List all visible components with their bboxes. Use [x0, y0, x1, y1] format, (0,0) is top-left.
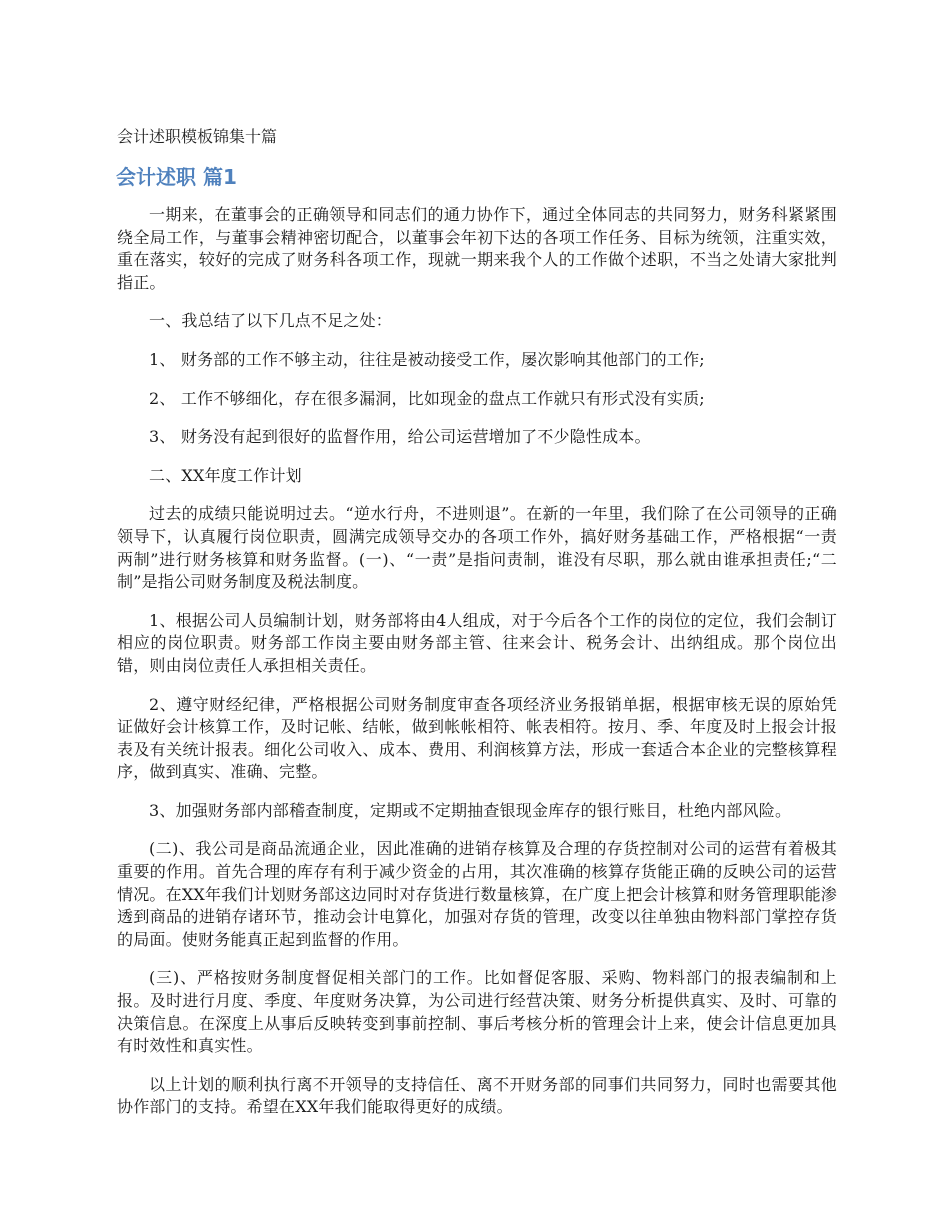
paragraph-supervision: (三)、严格按财务制度督促相关部门的工作。比如督促客服、采购、物料部门的报表编制和上报。及时进行月度、季度、年度财务决算，为公司进行经营决策、财务分析提供真实、及时、可靠的决策信息。在深度上从事后反映转变到事前控制、事后考核分析的管理会计上来，使会计信息更加具有时效性和真实性。 [117, 968, 837, 1056]
section-heading: 会计述职 篇1 [116, 165, 237, 189]
document-title: 会计述职模板锦集十篇 [117, 127, 278, 146]
list-item: 1、 财务部的工作不够主动，往往是被动接受工作，屡次影响其他部门的工作; [149, 349, 705, 369]
paragraph-plan-heading: 二、XX年度工作计划 [149, 465, 302, 485]
paragraph-inventory: (二)、我公司是商品流通企业，因此准确的进销存核算及合理的存货控制对公司的运营有着极其重要的作用。首先合理的库存有利于减少资金的占用，其次准确的核算存货能正确的反映公司的运营情况。在XX年我们计划财务部这边同时对存货进行数量核算，在广度上把会计核算和财务管理职能渗透到商品的进销存诸环节，推动会计电算化，加强对存货的管理，改变以往单独由物料部门掌控存货的局面。使财务能真正起到监督的作用。 [117, 839, 837, 949]
paragraph-plan-item-3: 3、加强财务部内部稽查制度，定期或不定期抽查银现金库存的银行账目，杜绝内部风险。 [149, 800, 792, 820]
document-body [117, 204, 837, 1135]
paragraph-plan-intro: 过去的成绩只能说明过去。“逆水行舟，不进则退”。在新的一年里，我们除了在公司领导的正确领导下，认真履行岗位职责，圆满完成领导交办的各项工作外，搞好财务基础工作，严格根据“一责两制”进行财务核算和财务监督。(一)、“一责”是指问责制，谁没有尽职，那么就由谁承担责任;“二制”是指公司财务制度及税法制度。 [117, 504, 837, 592]
list-item: 2、 工作不够细化，存在很多漏洞，比如现金的盘点工作就只有形式没有实质; [149, 388, 705, 408]
paragraph-conclusion: 以上计划的顺利执行离不开领导的支持信任、离不开财务部的同事们共同努力，同时也需要其他协作部门的支持。希望在XX年我们能取得更好的成绩。 [117, 1074, 837, 1117]
paragraph-plan-item-1: 1、根据公司人员编制计划，财务部将由4人组成，对于今后各个工作的岗位的定位，我们会制订相应的岗位职责。财务部工作岗主要由财务部主管、往来会计、税务会计、出纳组成。那个岗位出错，则由岗位责任人承担相关责任。 [117, 610, 837, 675]
list-item: 3、 财务没有起到很好的监督作用，给公司运营增加了不少隐性成本。 [149, 427, 651, 447]
paragraph-plan-item-2: 2、遵守财经纪律，严格根据公司财务制度审查各项经济业务报销单据，根据审核无误的原始凭证做好会计核算工作，及时记帐、结帐，做到帐帐相符、帐表相符。按月、季、年度及时上报会计报表及有关统计报表。细化公司收入、成本、费用、利润核算方法，形成一套适合本企业的完整核算程序，做到真实、准确、完整。 [117, 694, 837, 782]
paragraph-intro: 一期来，在董事会的正确领导和同志们的通力协作下，通过全体同志的共同努力，财务科紧紧围绕全局工作，与董事会精神密切配合，以董事会年初下达的各项工作任务、目标为统领，注重实效，重在落实，较好的完成了财务科各项工作，现就一期来我个人的工作做个述职，不当之处请大家批判指正。 [117, 205, 837, 292]
paragraph-shortcomings-heading: 一、我总结了以下几点不足之处： [149, 311, 393, 331]
